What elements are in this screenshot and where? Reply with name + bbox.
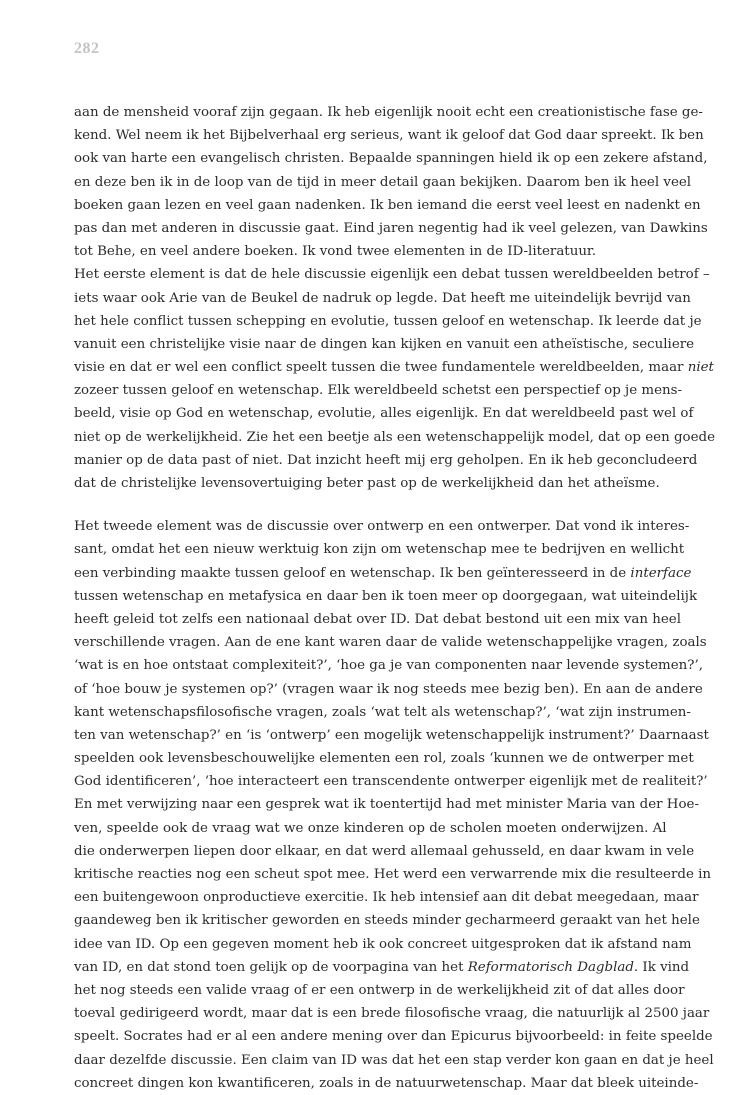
paragraph xyxy=(74,515,714,1095)
paragraph-gap xyxy=(74,495,629,515)
line-text: vanuit een christelijke visie naar de dingen kan kijken en vanuit een atheïstische, seculiere xyxy=(74,336,695,352)
text-line xyxy=(74,562,692,585)
text-line xyxy=(74,631,707,654)
line-text: niet op de werkelijkheid. Zie het een beetje als een wetenschappelijk model, dat op een goede xyxy=(74,429,715,445)
line-text: ook van harte een evangelisch christen. Bepaalde spanningen hield ik op een zekere afstand, xyxy=(74,151,708,167)
text-line xyxy=(74,171,692,194)
line-text: zozeer tussen geloof en wetenschap. Elk wereldbeeld schetst een perspectief op je mens- xyxy=(74,383,683,399)
line-text: gaandeweg ben ik kritischer geworden en steeds minder gecharmeerd geraakt van het hele xyxy=(74,913,700,929)
line-text: ten van wetenschap?’ en ‘is ‘ontwerp’ een mogelijk wetenschappelijk instrument?’ Daarnaast xyxy=(74,727,709,743)
page-number: 282 xyxy=(74,40,100,57)
line-text: En met verwijzing naar een gesprek wat ik toentertijd had met minister Maria van der Hoe- xyxy=(74,797,699,813)
line-text: God identificeren’, ‘hoe interacteert een transcendente ontwerper eigenlijk met de realiteit?’ xyxy=(74,774,708,790)
line-text: iets waar ook Arie van de Beukel de nadruk op legde. Dat heeft me uiteindelijk bevrijd van xyxy=(74,290,691,306)
text-line xyxy=(74,124,704,147)
text-line xyxy=(74,379,683,402)
text-line xyxy=(74,449,698,472)
text-line xyxy=(74,724,709,747)
text-line xyxy=(74,217,708,240)
text-line xyxy=(74,654,703,677)
italic-text: interface xyxy=(630,565,692,581)
text-line xyxy=(74,747,694,770)
text-line xyxy=(74,1049,714,1072)
line-text: het nog steeds een valide vraag of er een ontwerp in de werkelijkheid zit of dat alles door xyxy=(74,982,685,998)
line-text: en deze ben ik in de loop van de tijd in meer detail gaan bekijken. Daarom ben ik heel veel xyxy=(74,174,692,190)
text-line xyxy=(74,793,699,816)
line-text: speelden ook levensbeschouwelijke elementen een rol, zoals ‘kunnen we de ontwerper met xyxy=(74,751,694,767)
italic-text: niet xyxy=(687,360,714,376)
line-text: daar dezelfde discussie. Een claim van ID was dat het een stap verder kon gaan en dat je heel xyxy=(74,1052,714,1068)
text-line xyxy=(74,886,699,909)
text-line xyxy=(74,770,708,793)
text-line xyxy=(74,909,700,932)
line-text: sant, omdat het een nieuw werktuig kon zijn om wetenschap mee te bedrijven en wellicht xyxy=(74,542,685,558)
line-text: Het tweede element was de discussie over ontwerp en een ontwerper. Dat vond ik interes- xyxy=(74,519,690,535)
line-text: ‘wat is en hoe ontstaat complexiteit?’, ‘hoe ga je van componenten naar levende systemen?’, xyxy=(74,658,703,674)
text-line xyxy=(74,263,710,286)
text-line xyxy=(74,1025,713,1048)
line-text: een verbinding maakte tussen geloof en wetenschap. Ik ben geïnteresseerd in de xyxy=(74,565,631,581)
body-text xyxy=(74,101,715,1095)
text-line xyxy=(74,1002,710,1025)
line-text: concreet dingen kon kwantificeren, zoals in de natuurwetenschap. Maar dat bleek uiteinde- xyxy=(74,1075,699,1091)
line-text: toeval gedirigeerd wordt, maar dat is een brede filosofische vraag, die natuurlijk al 2500 jaar xyxy=(74,1006,710,1022)
line-text: visie en dat er wel een conflict speelt tussen die twee fundamentele wereldbeelden, maar xyxy=(74,360,688,376)
text-line xyxy=(74,701,691,724)
line-text: of ‘hoe bouw je systemen op?’ (vragen waar ik nog steeds mee bezig ben). En aan de andere xyxy=(74,681,703,697)
text-line xyxy=(74,1072,699,1095)
line-text: boeken gaan lezen en veel gaan nadenken. Ik ben iemand die eerst veel leest en nadenkt en xyxy=(74,197,701,213)
line-text-after: . Ik vind xyxy=(633,959,690,975)
line-text: heeft geleid tot zelfs een nationaal debat over ID. Dat debat bestond uit een mix van heel xyxy=(74,611,682,627)
line-text: een buitengewoon onproductieve exercitie. Ik heb intensief aan dit debat meegedaan, maar xyxy=(74,890,699,906)
text-line xyxy=(74,356,714,379)
text-line xyxy=(74,240,629,263)
text-line xyxy=(74,863,712,886)
text-line xyxy=(74,678,703,701)
line-text: die onderwerpen liepen door elkaar, en dat werd allemaal gehusseld, en daar kwam in vele xyxy=(74,843,695,859)
text-line xyxy=(74,472,660,495)
line-text: kritische reacties nog een scheut spot mee. Het werd een verwarrende mix die resulteerde in xyxy=(74,867,712,882)
text-line xyxy=(74,538,685,561)
paragraph xyxy=(74,263,715,495)
text-line xyxy=(74,194,701,217)
line-text: pas dan met anderen in discussie gaat. Eind jaren negentig had ik veel gelezen, van Dawkins xyxy=(74,220,708,236)
line-text: idee van ID. Op een gegeven moment heb ik ook concreet uitgesproken dat ik afstand nam xyxy=(74,936,692,952)
text-line xyxy=(74,956,690,979)
line-text: aan de mensheid vooraf zijn gegaan. Ik heb eigenlijk nooit echt een creationistische fase ge- xyxy=(74,105,703,120)
line-text: speelt. Socrates had er al een andere mening over dan Epicurus bijvoorbeeld: in feite speelde xyxy=(74,1029,713,1045)
text-line xyxy=(74,515,690,538)
text-line xyxy=(74,287,691,310)
text-line xyxy=(74,402,694,425)
text-line xyxy=(74,333,695,356)
line-text: ven, speelde ook de vraag wat we onze kinderen op de scholen moeten onderwijzen. Al xyxy=(74,820,667,836)
text-line xyxy=(74,426,715,449)
line-text: kend. Wel neem ik het Bijbelverhaal erg serieus, want ik geloof dat God daar spreekt. Ik ben xyxy=(74,128,704,144)
line-text: manier op de data past of niet. Dat inzicht heeft mij erg geholpen. En ik heb geconcludeerd xyxy=(74,452,698,468)
text-line xyxy=(74,608,682,631)
line-text: beeld, visie op God en wetenschap, evolutie, alles eigenlijk. En dat wereldbeeld past wel of xyxy=(74,406,694,422)
text-line xyxy=(74,310,702,333)
text-line xyxy=(74,817,667,840)
text-line xyxy=(74,840,695,863)
line-text: van ID, en dat stond toen gelijk op de voorpagina van het xyxy=(74,959,468,975)
text-line xyxy=(74,979,685,1002)
italic-text: Reformatorisch Dagblad xyxy=(467,959,634,975)
line-text: het hele conflict tussen schepping en evolutie, tussen geloof en wetenschap. Ik leerde dat je xyxy=(74,313,702,329)
line-text: verschillende vragen. Aan de ene kant waren daar de valide wetenschappelijke vragen, zoals xyxy=(74,635,707,651)
text-line xyxy=(74,147,708,170)
line-text: tussen wetenschap en metafysica en daar ben ik toen meer op doorgegaan, wat uiteindelijk xyxy=(74,588,698,604)
text-line xyxy=(74,585,698,608)
line-text: tot Behe, en veel andere boeken. Ik vond twee elementen in de ID-literatuur. xyxy=(74,244,597,260)
line-text: Het eerste element is dat de hele discussie eigenlijk een debat tussen wereldbeelden betrof – xyxy=(74,267,710,283)
line-text: kant wetenschapsfilosofische vragen, zoals ‘wat telt als wetenschap?’, ‘wat zijn instrumen- xyxy=(74,704,691,720)
line-text: dat de christelijke levensovertuiging beter past op de werkelijkheid dan het atheïsme. xyxy=(74,476,660,491)
paragraph xyxy=(74,101,708,263)
text-line xyxy=(74,101,703,124)
text-line xyxy=(74,933,692,956)
